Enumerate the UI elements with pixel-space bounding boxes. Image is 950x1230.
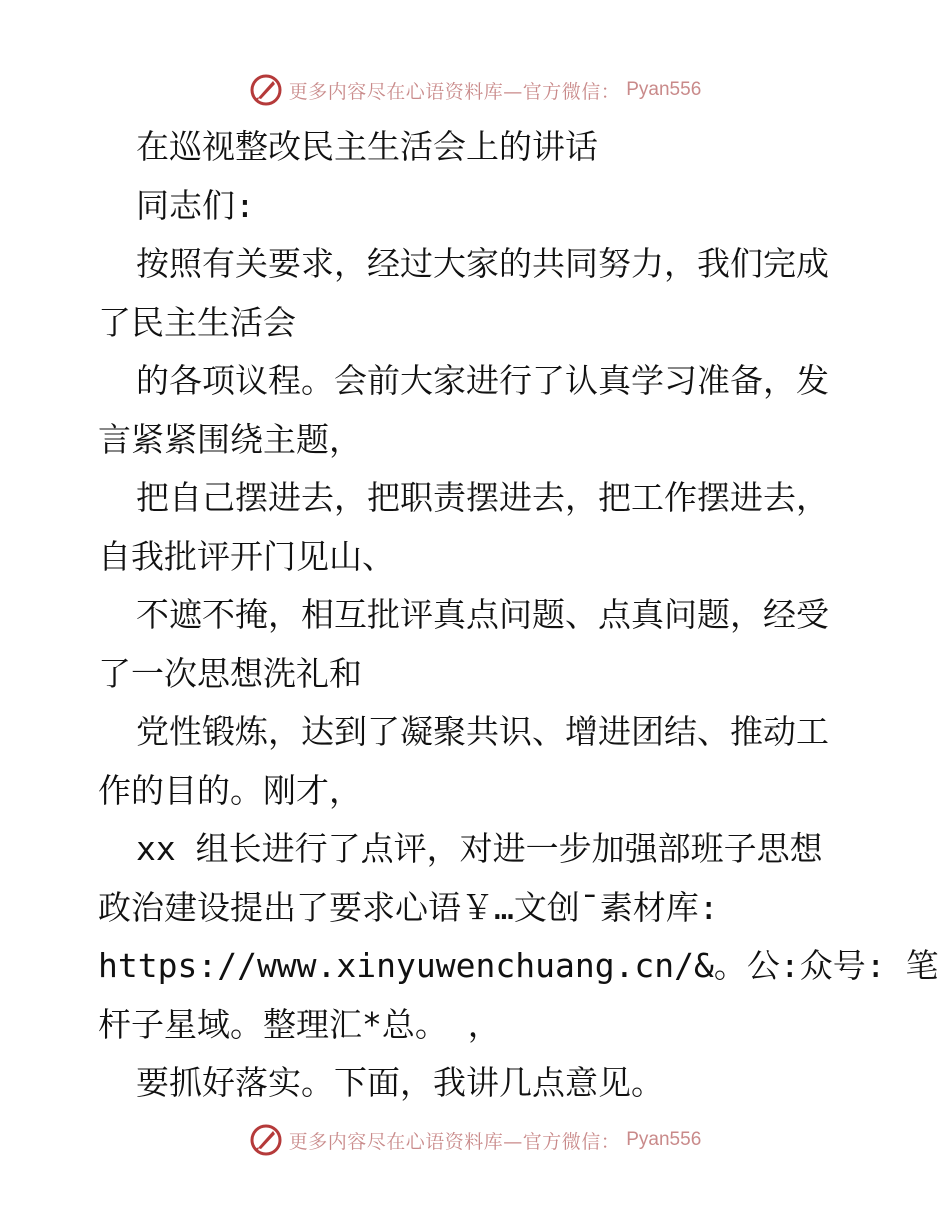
watermark-text: 更多内容尽在心语资料库—官方微信： bbox=[288, 1130, 621, 1153]
header-watermark bbox=[0, 70, 950, 110]
text-line: 作的目的。刚才， bbox=[98, 770, 362, 810]
text-line: 言紧紧围绕主题， bbox=[98, 419, 362, 459]
text-line: 了民主生活会 bbox=[98, 302, 296, 342]
text-line: 政治建设提出了要求心语￥…文创¯素材库: bbox=[98, 887, 719, 927]
watermark-handle: Pyan556 bbox=[626, 79, 702, 100]
text-line: 的各项议程。会前大家进行了认真学习准备，发 bbox=[136, 361, 829, 400]
watermark-text: 更多内容尽在心语资料库—官方微信： bbox=[288, 80, 621, 103]
quill-circle-icon bbox=[249, 1123, 283, 1157]
text-line: 自我批评开门见山、 bbox=[98, 536, 395, 576]
quill-circle-icon bbox=[249, 73, 283, 107]
text-line: 了一次思想洗礼和 bbox=[98, 653, 362, 693]
text-line: 把自己摆进去，把职责摆进去，把工作摆进去， bbox=[136, 478, 829, 517]
text-line: https://www.xinyuwenchuang.cn/&。公:众号: 笔 bbox=[98, 946, 939, 985]
text-line: 要抓好落实。下面，我讲几点意见。 bbox=[136, 1063, 664, 1102]
text-line: 同志们: bbox=[136, 185, 255, 225]
text-line: 不遮不掩，相互批评真点问题、点真问题，经受 bbox=[136, 595, 829, 634]
document-body bbox=[98, 118, 939, 1113]
footer-watermark bbox=[0, 1120, 950, 1160]
text-line: 杆子星域。整理汇*总。 ， bbox=[98, 1004, 501, 1044]
text-line: xx 组长进行了点评，对进一步加强部班子思想 bbox=[136, 829, 823, 868]
text-line: 在巡视整改民主生活会上的讲话 bbox=[136, 127, 598, 166]
watermark-handle: Pyan556 bbox=[626, 1129, 702, 1150]
text-line: 党性锻炼，达到了凝聚共识、增进团结、推动工 bbox=[136, 712, 829, 751]
text-line: 按照有关要求，经过大家的共同努力，我们完成 bbox=[136, 244, 829, 283]
